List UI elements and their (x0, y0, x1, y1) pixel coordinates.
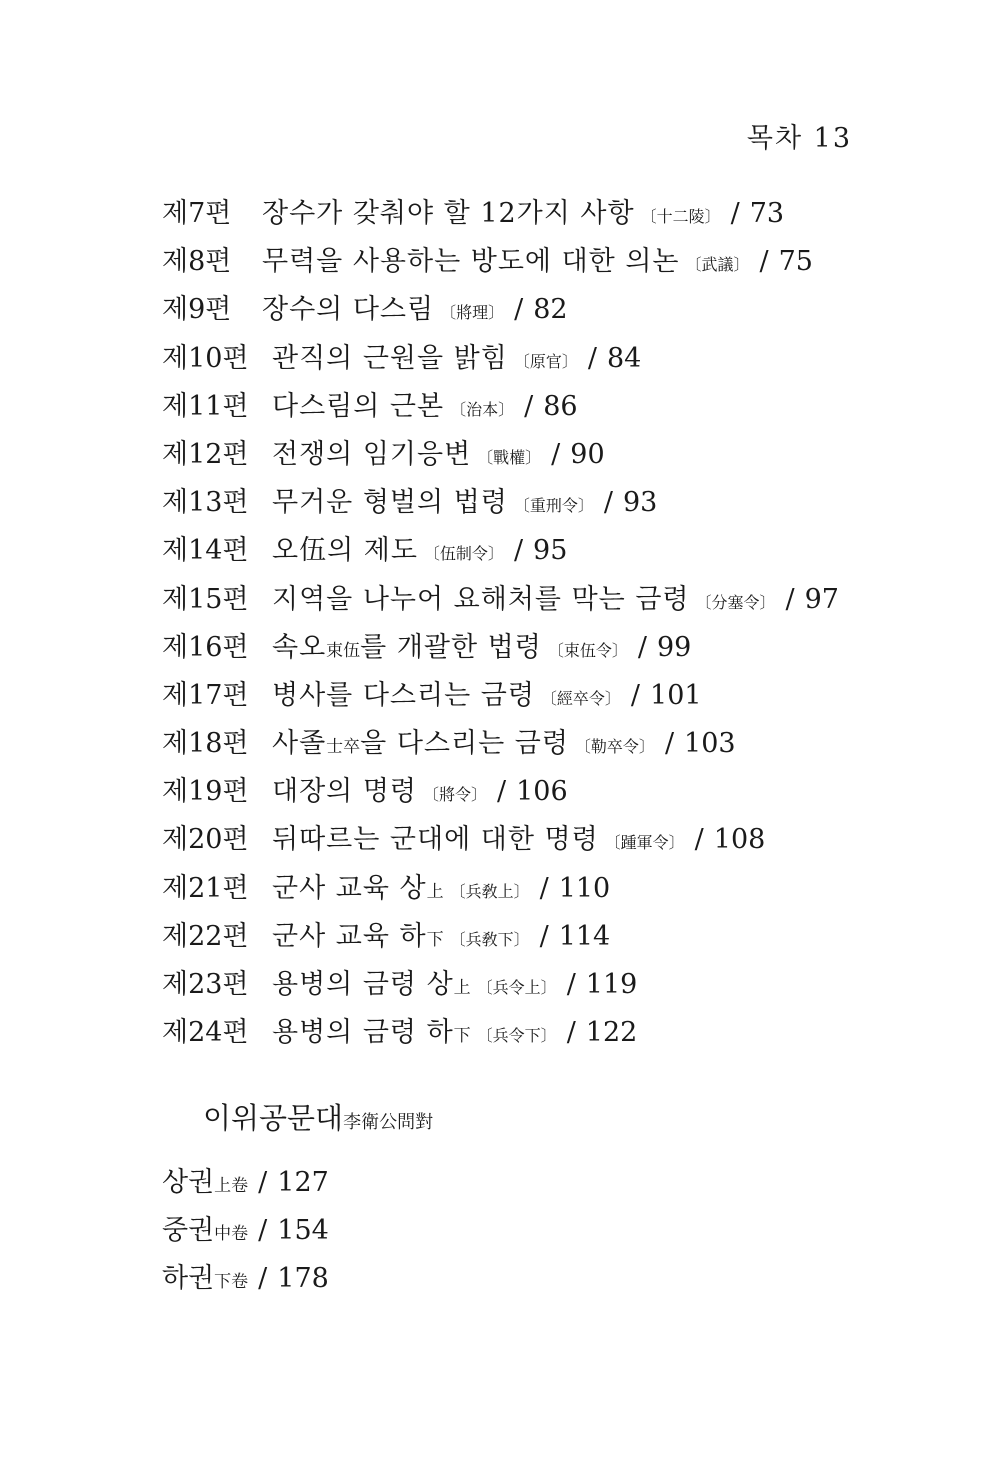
toc-chapter-label: 제24편 (162, 1017, 249, 1049)
toc-chapter-label: 제11편 (162, 390, 249, 422)
toc-title: 무거운 형벌의 법령 (272, 487, 508, 519)
toc-title: 뒤따르는 군대에 대한 명령 (272, 824, 599, 856)
toc-chapter-label: 제9편 (162, 294, 232, 326)
volume-separator: / (258, 1215, 268, 1246)
toc-entry (162, 965, 882, 1013)
toc-separator: / (524, 390, 534, 422)
toc-entry (162, 194, 882, 242)
volume-entry (162, 1163, 329, 1211)
volume-entry (162, 1259, 329, 1307)
toc-page-number: 110 (558, 872, 611, 904)
toc-page-number: 108 (713, 824, 766, 856)
toc-separator: / (566, 1017, 576, 1049)
toc-separator: / (759, 246, 769, 278)
toc-page-number: 106 (516, 776, 568, 808)
toc-page-number: 114 (558, 920, 611, 952)
volume-title: 중권 (162, 1215, 215, 1246)
toc-chapter-label: 제15편 (162, 583, 249, 615)
toc-hanja: 〔原官〕 (513, 351, 578, 371)
volume-title: 하권 (162, 1263, 215, 1294)
toc-title-hanja-inline: 上 (426, 881, 444, 902)
volume-entry (162, 1211, 329, 1259)
toc-page-number: 82 (533, 294, 568, 326)
toc-entry (162, 580, 882, 628)
volume-title: 상권 (162, 1167, 215, 1198)
toc-chapter-label: 제7편 (162, 198, 232, 229)
toc-entry (162, 772, 882, 820)
toc-separator: / (587, 342, 597, 374)
toc-page-number: 75 (778, 246, 813, 278)
toc-title-rest: 을 다스리는 금령 (360, 728, 569, 760)
volume-hanja: 下卷 (214, 1272, 249, 1292)
toc-chapter-label: 제12편 (162, 438, 249, 470)
toc-title: 용병의 금령 하 (272, 1017, 454, 1049)
toc-hanja: 〔重刑令〕 (513, 496, 594, 516)
toc-page-number: 103 (684, 728, 736, 760)
toc-entry (162, 724, 882, 772)
toc-title: 무력을 사용하는 방도에 대한 의논 (262, 246, 680, 278)
toc-title: 병사를 다스리는 금령 (272, 679, 535, 711)
toc-title: 사졸 (272, 728, 327, 760)
toc-hanja: 〔兵敎下〕 (449, 929, 530, 949)
toc-separator: / (514, 294, 524, 326)
toc-page-number: 101 (650, 679, 702, 711)
toc-title-hanja-inline: 束伍 (326, 640, 361, 661)
toc-chapter-label: 제10편 (162, 342, 249, 374)
toc-separator: / (566, 969, 576, 1000)
toc-hanja: 〔兵敎上〕 (449, 881, 530, 901)
toc-page-number: 122 (585, 1017, 638, 1049)
toc-title: 장수의 다스림 (262, 294, 435, 326)
toc-title-hanja-inline: 上 (453, 978, 471, 998)
toc-entry (162, 435, 882, 483)
toc-separator: / (730, 198, 740, 229)
toc-entry (162, 869, 882, 917)
volume-page-number: 178 (277, 1263, 329, 1294)
toc-entry (162, 290, 882, 338)
toc-chapter-label: 제20편 (162, 824, 249, 856)
toc-separator: / (664, 728, 675, 760)
toc-title: 장수가 갖춰야 할 12가지 사항 (262, 198, 635, 229)
toc-hanja: 〔兵令上〕 (476, 978, 557, 997)
toc-separator: / (785, 583, 795, 615)
toc-hanja: 〔經卒令〕 (540, 688, 621, 708)
toc-chapter-label: 제23편 (162, 969, 249, 1000)
toc-page-number: 86 (543, 390, 578, 422)
toc-chapter-label: 제18편 (162, 728, 249, 760)
toc-entry (162, 820, 882, 868)
toc-page-number: 97 (804, 583, 839, 615)
toc-title-rest: 를 개괄한 법령 (360, 631, 542, 663)
toc-title: 대장의 명령 (272, 776, 417, 808)
section-heading (203, 1096, 433, 1137)
toc-page-number: 73 (749, 198, 785, 229)
toc-separator: / (539, 920, 549, 952)
toc-entry (162, 917, 882, 965)
toc-separator: / (497, 776, 507, 808)
toc-hanja: 〔踵軍令〕 (604, 833, 685, 853)
toc-title-hanja-inline: 下 (453, 1026, 471, 1047)
toc-entry (162, 676, 882, 724)
toc-chapter-label: 제8편 (162, 246, 232, 278)
toc-separator: / (637, 631, 647, 663)
toc-separator: / (539, 872, 549, 904)
volume-page-number: 127 (277, 1167, 329, 1198)
toc-title: 전쟁의 임기응변 (272, 438, 472, 470)
volume-separator: / (258, 1167, 268, 1198)
toc-chapter-label: 제16편 (162, 631, 249, 663)
toc-title: 지역을 나누어 요해처를 막는 금령 (272, 583, 690, 615)
toc-chapter-label: 제17편 (162, 679, 249, 711)
toc-title-hanja-inline: 士卒 (326, 737, 361, 758)
toc-page-number: 84 (606, 342, 642, 374)
toc-page-number: 99 (656, 631, 692, 663)
toc-separator: / (551, 438, 561, 470)
toc-hanja: 〔將理〕 (440, 303, 505, 323)
toc-hanja: 〔武議〕 (685, 255, 750, 275)
toc-separator: / (513, 535, 524, 567)
toc-title: 관직의 근원을 밝힘 (272, 342, 508, 374)
toc-hanja: 〔勒卒令〕 (574, 737, 655, 757)
toc-separator: / (694, 824, 704, 856)
toc-hanja: 〔戰權〕 (477, 447, 542, 467)
toc-title: 속오 (272, 631, 327, 663)
toc-title: 용병의 금령 상 (272, 969, 454, 1000)
volume-hanja: 上卷 (214, 1176, 249, 1196)
toc-page-number: 93 (622, 487, 658, 519)
toc-separator: / (603, 487, 613, 519)
section-title: 이위공문대 (203, 1101, 344, 1135)
volume-page-number: 154 (277, 1215, 329, 1246)
toc-title-hanja-inline: 下 (426, 929, 444, 950)
toc-hanja: 〔分塞令〕 (695, 592, 776, 612)
toc-chapter-label: 제21편 (162, 872, 249, 904)
toc-entry (162, 531, 882, 579)
toc-entry (162, 387, 882, 435)
toc-page-number: 90 (570, 438, 605, 470)
toc-chapter-label: 제13편 (162, 487, 249, 519)
section-title-hanja: 李衛公問對 (343, 1112, 434, 1133)
toc-separator: / (630, 679, 641, 711)
toc-entry (162, 483, 882, 531)
toc-hanja: 〔十二陵〕 (640, 207, 721, 226)
toc-entry (162, 339, 882, 387)
toc-chapter-label: 제22편 (162, 920, 249, 952)
volume-hanja: 中卷 (214, 1224, 249, 1244)
table-of-contents (162, 194, 882, 1061)
toc-entry (162, 1013, 882, 1061)
toc-page-number: 119 (585, 969, 638, 1000)
toc-hanja: 〔束伍令〕 (547, 640, 628, 660)
toc-title: 군사 교육 하 (272, 920, 427, 952)
toc-chapter-label: 제14편 (162, 535, 249, 567)
toc-page-number: 95 (533, 535, 568, 567)
toc-title: 오伍의 제도 (272, 535, 418, 567)
toc-hanja: 〔兵令下〕 (476, 1026, 557, 1046)
toc-title: 다스림의 근본 (272, 390, 445, 422)
toc-chapter-label: 제19편 (162, 776, 249, 808)
volume-separator: / (258, 1263, 268, 1294)
toc-title: 군사 교육 상 (272, 872, 427, 904)
toc-hanja: 〔將令〕 (423, 785, 488, 805)
toc-hanja: 〔伍制令〕 (423, 544, 504, 564)
toc-hanja: 〔治本〕 (450, 399, 515, 419)
toc-entry (162, 628, 882, 676)
toc-entry (162, 242, 882, 290)
volume-list (162, 1163, 329, 1307)
page-header: 목차 13 (746, 123, 852, 154)
